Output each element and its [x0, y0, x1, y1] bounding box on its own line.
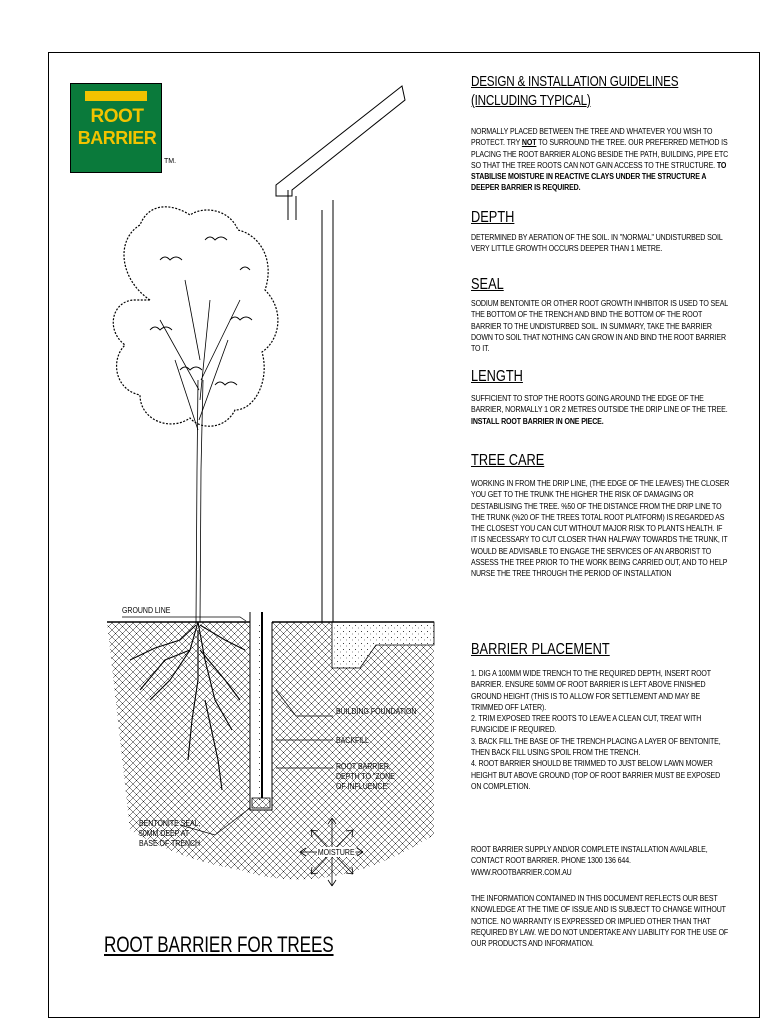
placement-steps [471, 668, 729, 792]
logo-text-root: ROOT [90, 106, 144, 127]
placement-step: 1. DIG A 100MM WIDE TRENCH TO THE REQUIRED DEPTH, INSERT ROOT BARRIER. ENSURE 50MM OF ROOT BARRIER IS LEFT ABOVE FINISHED GROUND HEIGHT (THIS IS TO ALLOW FOR SETTLEMENT AND MAY BE TRIMMED OFF LATER). [471, 668, 711, 712]
bentonite-label-line: 50MM DEEP AT [139, 828, 190, 838]
length-heading: LENGTH [471, 368, 523, 385]
root-barrier-label-line: DEPTH TO "ZONE [336, 771, 395, 781]
barrier-placement-heading: BARRIER PLACEMENT [471, 641, 610, 658]
root-barrier-label-line: OF INFLUENCE" [336, 781, 390, 791]
tree-care-heading: TREE CARE [471, 452, 545, 469]
tree-care-section [471, 452, 729, 580]
building-outline [276, 86, 405, 622]
seal-heading: SEAL [471, 276, 504, 293]
root-barrier-label [336, 761, 395, 791]
bentonite-label-line: BENTONITE SEAL, [139, 818, 201, 828]
intro-paragraph [471, 126, 729, 194]
logo-text-barrier: BARRIER [77, 128, 157, 148]
placement-step: 2. TRIM EXPOSED TREE ROOTS TO LEAVE A CLEAN CUT, TREAT WITH FUNGICIDE IF REQUIRED. [471, 713, 702, 735]
intro-bold: TO STABILISE MOISTURE IN REACTIVE CLAYS UNDER THE STRUCTURE A DEEPER BARRIER IS REQUIRED. [471, 159, 727, 193]
intro-text-a: NORMALLY PLACED BETWEEN THE TREE AND WHATEVER YOU WISH TO PROTECT. TRY [471, 126, 713, 148]
intro-not: NOT [521, 137, 537, 148]
disclaimer-paragraph [471, 893, 729, 949]
depth-heading: DEPTH [471, 209, 515, 226]
guidelines-heading-line-2: (INCLUDING TYPICAL) [471, 92, 591, 109]
guidelines-heading [471, 72, 729, 110]
depth-section [471, 209, 729, 255]
length-bold: INSTALL ROOT BARRIER IN ONE PIECE. [471, 415, 604, 426]
tree-care-text: WORKING IN FROM THE DRIP LINE, (THE EDGE OF THE LEAVES) THE CLOSER YOU GET TO THE TRUNK THE HIGHER THE RISK OF DAMAGING OR DESTABILISING THE TREE. %50 OF THE DISTANCE FROM THE DRIP LINE TO THE TRUNK (%20 OF THE TREES TOTAL ROOT PLATFORM) IS REGARDED AS THE CLOSEST YOU CAN CUT WITHOUT MAJOR RISK TO PLANTS HEALTH. IF IT IS NECESSARY TO CUT CLOSER THAN HALFWAY TOWARDS THE TRUNK, IT WOULD BE ADVISABLE TO ENGAGE THE SERVICES OF AN ARBORIST TO ASSESS THE TREE PRIOR TO THE WORK BEING CARRIED OUT, AND TO HELP NURSE THE TREE THROUGH THE PERIOD OF INSTALLATION [471, 478, 730, 579]
seal-section [471, 276, 729, 354]
length-text: SUFFICIENT TO STOP THE ROOTS GOING AROUND THE EDGE OF THE BARRIER, NORMALLY 1 OR 2 METRES OUTSIDE THE DRIP LINE OF THE TREE. [471, 393, 728, 415]
seal-text: SODIUM BENTONITE OR OTHER ROOT GROWTH INHIBITOR IS USED TO SEAL THE BOTTOM OF THE TRENCH AND BIND THE BOTTOM OF THE ROOT BARRIER TO THE UNDISTURBED SOIL. IN SUMMARY, TAKE THE BARRIER DOWN TO SOIL THAT NOTHING CAN GROW IN AND BIND THE ROOT BARRIER TO IT. [471, 298, 728, 354]
root-barrier-label-line: ROOT BARRIER, [336, 761, 391, 771]
drawing-title: ROOT BARRIER FOR TREES [104, 932, 334, 957]
guidelines-heading-line-1: DESIGN & INSTALLATION GUIDELINES [471, 73, 679, 90]
length-section [471, 368, 729, 427]
placement-step: 4. ROOT BARRIER SHOULD BE TRIMMED TO JUST BELOW LAWN MOWER HEIGHT BUT ABOVE GROUND (TOP OF ROOT BARRIER MUST BE EXPOSED ON COMPLETION. [471, 758, 721, 791]
building-foundation-label: BUILDING FOUNDATION [336, 706, 417, 716]
placement-step: 3. BACK FILL THE BASE OF THE TRENCH PLACING A LAYER OF BENTONITE, THEN BACK FILL USING SPOIL FROM THE TRENCH. [471, 735, 721, 758]
contact-text: ROOT BARRIER SUPPLY AND/OR COMPLETE INSTALLATION AVAILABLE, CONTACT ROOT BARRIER. PHONE 1300 136 644. WWW.ROOTBARRIER.COM.AU [471, 844, 708, 877]
ground-line-label: GROUND LINE [122, 605, 171, 615]
barrier-placement-section [471, 641, 729, 792]
moisture-label: MOISTURE [317, 847, 355, 857]
bentonite-seal-label [139, 818, 200, 848]
depth-text: DETERMINED BY AERATION OF THE SOIL. IN "NORMAL" UNDISTURBED SOIL VERY LITTLE GROWTH OCCURS DEEPER THAN 1 METRE. [471, 232, 723, 254]
backfill-label: BACKFILL [336, 735, 369, 745]
bentonite-label-line: BASE OF TRENCH [139, 838, 201, 848]
contact-paragraph [471, 844, 729, 878]
intro-text-b: TO SURROUND THE TREE. OUR PREFERRED METHOD IS PLACING THE ROOT BARRIER ALONG BESIDE THE PATH, BUILDING, PIPE ETC SO THAT THE TREE ROOTS CAN NOT GAIN ACCESS TO THE STRUCTURE. [471, 137, 729, 170]
tree [113, 207, 278, 622]
disclaimer-text: THE INFORMATION CONTAINED IN THIS DOCUMENT REFLECTS OUR BEST KNOWLEDGE AT THE TIME OF ISSUE AND IS SUBJECT TO CHANGE WITHOUT NOTICE. NO WARRANTY IS EXPRESSED OR IMPLIED OTHER THAN THAT REQUIRED BY LAW. WE DO NOT UNDERTAKE ANY LIABILITY FOR THE USE OF OUR PRODUCTS AND INFORMATION. [471, 893, 729, 949]
trademark-mark: TM. [164, 158, 177, 165]
